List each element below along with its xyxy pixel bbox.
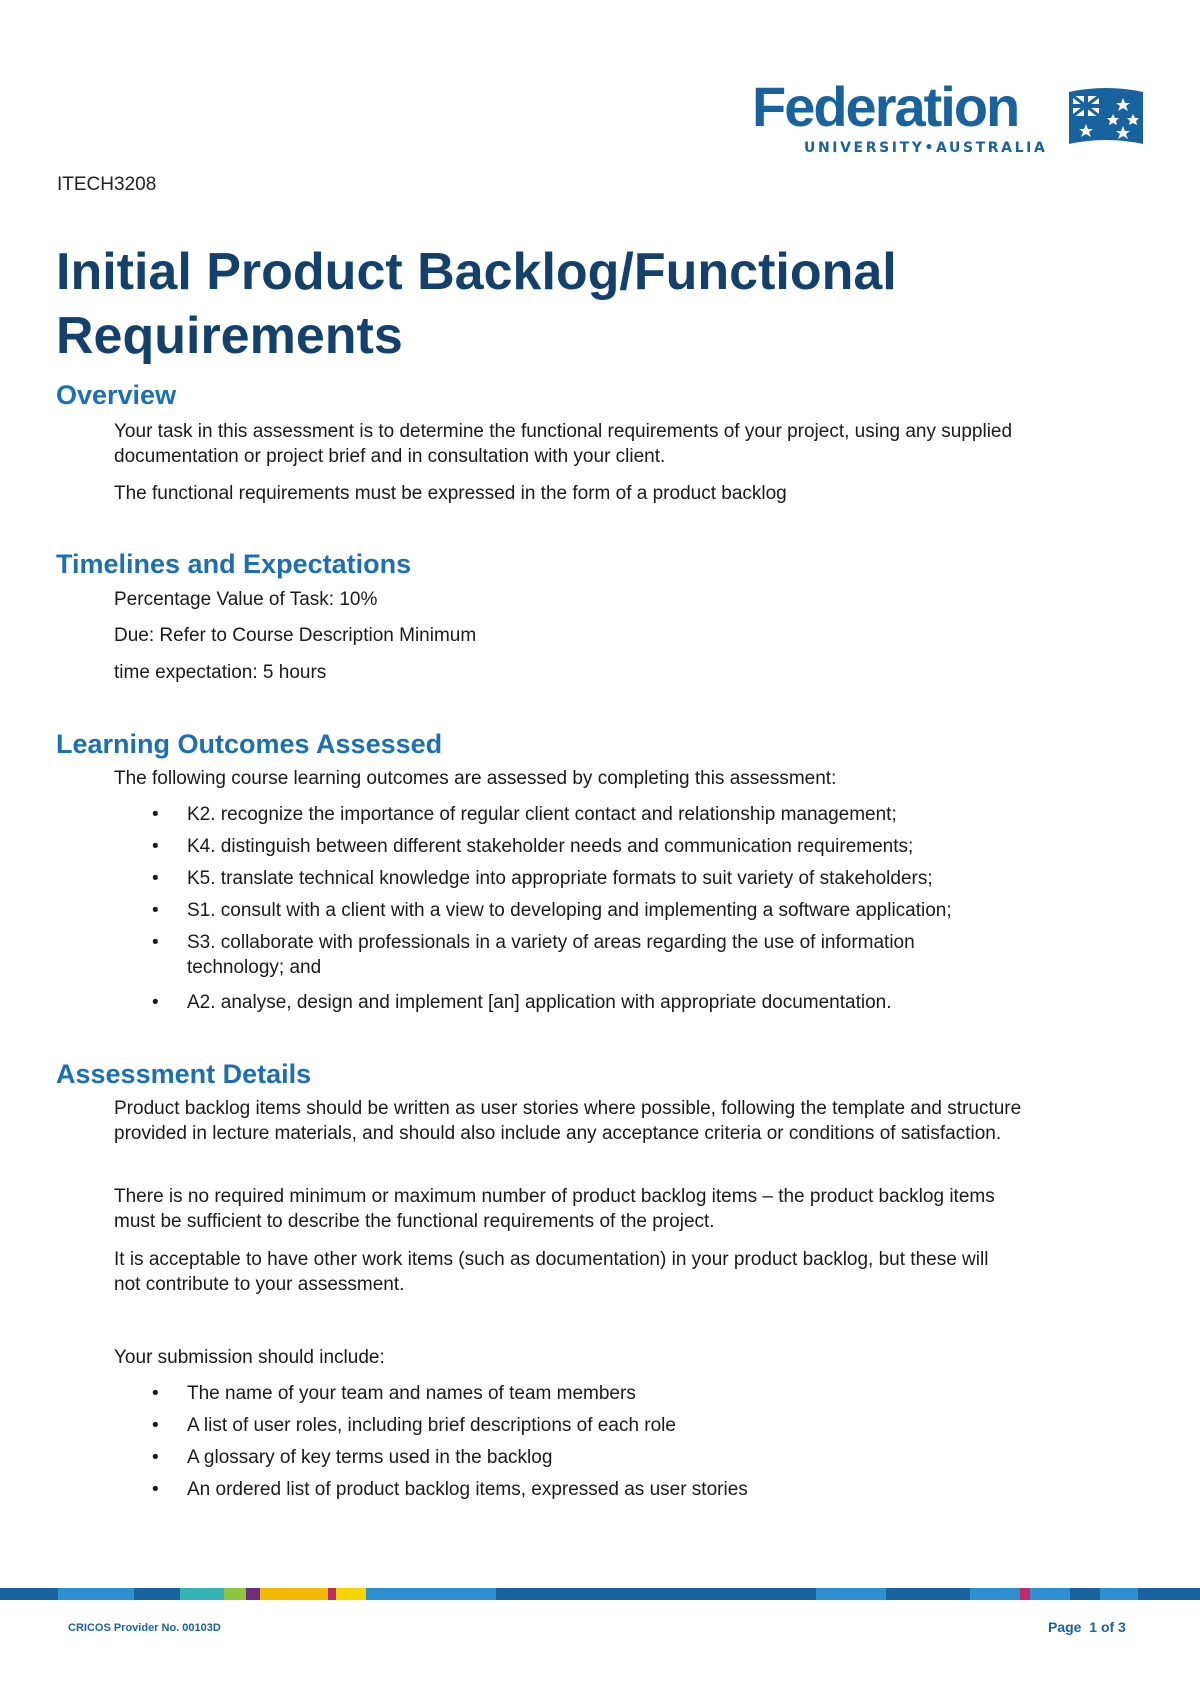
bullet-glyph: • — [152, 836, 159, 857]
bullet-glyph: • — [152, 804, 159, 825]
list-item — [152, 1413, 1042, 1438]
bullet-glyph: • — [152, 992, 159, 1013]
outcome-text: K4. distinguish between different stakeholder needs and communication requirements; — [187, 836, 914, 857]
outcome-text: A2. analyse, design and implement [an] application with appropriate documentation. — [187, 992, 892, 1013]
submission-list — [152, 1381, 1042, 1502]
overview-paragraph-1: Your task in this assessment is to determine the functional requirements of your project, using any supplied documentation or project brief and in consultation with your client. — [114, 421, 1013, 467]
bullet-glyph: • — [152, 1415, 159, 1436]
bullet-glyph: • — [152, 1447, 159, 1468]
submission-item-text: A list of user roles, including brief descriptions of each role — [187, 1415, 676, 1436]
submission-item-text: The name of your team and names of team members — [187, 1383, 636, 1404]
outcome-text: S1. consult with a client with a view to developing and implementing a software application; — [187, 900, 952, 921]
list-item — [152, 834, 1042, 859]
submission-intro: Your submission should include: — [114, 1347, 385, 1368]
page-of: of — [1100, 1619, 1115, 1635]
timelines-line-3: time expectation: 5 hours — [114, 662, 327, 683]
outcomes-list — [152, 802, 1042, 1015]
list-item — [152, 1445, 1042, 1470]
list-item — [152, 1477, 1042, 1502]
outcomes-intro: The following course learning outcomes are assessed by completing this assessment: — [114, 768, 837, 789]
page-title: Initial Product Backlog/Functional Requirements — [56, 243, 897, 365]
list-item — [152, 866, 1042, 891]
southern-cross-flag-icon — [1065, 86, 1147, 150]
list-item — [152, 990, 1042, 1015]
list-item — [152, 930, 1042, 980]
page-total: 3 — [1118, 1619, 1126, 1635]
logo-wordmark: Federation — [752, 75, 1019, 138]
logo-subline: UNIVERSITY•AUSTRALIA — [804, 140, 1048, 156]
course-code: ITECH3208 — [57, 174, 157, 195]
submission-item-text: A glossary of key terms used in the backlog — [187, 1447, 553, 1468]
outcome-text: K5. translate technical knowledge into appropriate formats to suit variety of stakeholders; — [187, 868, 933, 889]
page-number — [1048, 1619, 1126, 1635]
submission-item-text: An ordered list of product backlog items, expressed as user stories — [187, 1479, 748, 1500]
bullet-glyph: • — [152, 900, 159, 921]
page-label: Page — [1048, 1619, 1082, 1635]
bullet-glyph: • — [152, 1383, 159, 1404]
federation-university-logo — [752, 75, 1147, 162]
list-item — [152, 802, 1042, 827]
list-item — [152, 898, 1042, 923]
overview-heading: Overview — [56, 380, 177, 410]
details-heading: Assessment Details — [56, 1059, 312, 1089]
outcomes-heading: Learning Outcomes Assessed — [56, 729, 443, 759]
details-paragraph-1: Product backlog items should be written as user stories where possible, following the template and structure provided in lecture materials, and should also include any acceptance criteria or conditions of satisfaction. — [114, 1098, 1022, 1144]
timelines-line-2: Due: Refer to Course Description Minimum — [114, 625, 477, 646]
bullet-glyph: • — [152, 932, 159, 953]
outcome-text: K2. recognize the importance of regular client contact and relationship management; — [187, 804, 897, 825]
footer-color-band — [0, 1588, 1200, 1600]
timelines-heading: Timelines and Expectations — [56, 549, 412, 579]
page-current: 1 — [1089, 1619, 1098, 1635]
outcome-text: S3. collaborate with professionals in a variety of areas regarding the use of information technology; and — [187, 932, 915, 978]
timelines-line-1: Percentage Value of Task: 10% — [114, 589, 378, 610]
details-paragraph-2: There is no required minimum or maximum number of product backlog items – the product backlog items must be sufficient to describe the functional requirements of the project. — [114, 1186, 995, 1232]
bullet-glyph: • — [152, 1479, 159, 1500]
details-paragraph-3: It is acceptable to have other work items (such as documentation) in your product backlog, but these will not contribute to your assessment. — [114, 1249, 989, 1295]
bullet-glyph: • — [152, 868, 159, 889]
overview-paragraph-2: The functional requirements must be expressed in the form of a product backlog — [114, 483, 787, 504]
list-item — [152, 1381, 1042, 1406]
cricos-provider: CRICOS Provider No. 00103D — [68, 1622, 221, 1634]
